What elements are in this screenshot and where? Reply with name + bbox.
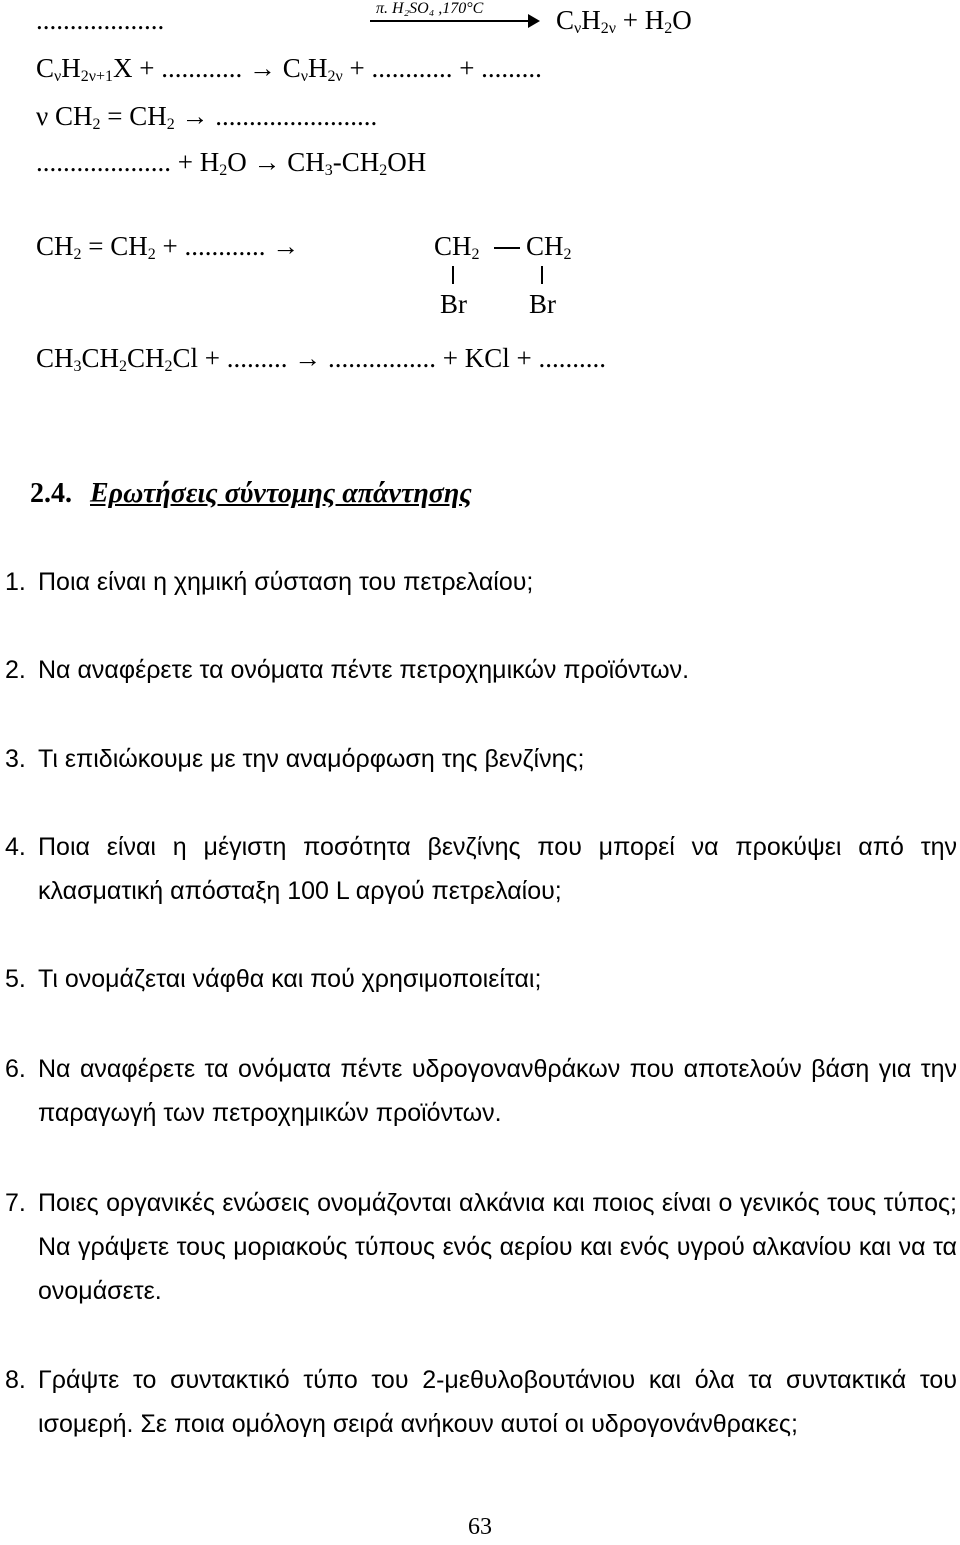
equation-5-product-right: $CH_2$ [526,231,572,263]
question-7 [5,1181,957,1313]
question-number: 5. [5,965,26,993]
equation-1-condition: π. H₂SO₄ ,170°C [376,0,484,17]
equation-6: $CH_3CH_2CH_2Cl$ + ......... → ................ + KCl + .......... [36,343,606,375]
question-number: 6. [5,1055,26,1083]
equation-5-bond [494,247,520,249]
question-text: Να αναφέρετε τα ονόματα πέντε πετροχημικών προϊόντων. [38,656,690,684]
equation-5-lhs: $CH_2 = CH_2$ + ............ → [36,231,300,263]
question-text: Ποια είναι η μέγιστη ποσότητα βενζίνης που μπορεί να προκύψει από την κλασματική απόσταξη 100 L αργού πετρελαίου; [38,833,957,905]
section-title: Ερωτήσεις σύντομης απάντησης [90,478,472,509]
question-number: 2. [5,656,26,684]
question-6 [5,1047,957,1135]
question-text: Γράψτε το συντακτικό τύπο του 2-μεθυλοβουτάνιου και όλα τα συντακτικά του ισομερή. Σε ποια ομόλογη σειρά ανήκουν αυτοί οι υδρογονάνθρακες; [38,1366,957,1438]
equation-1 [36,4,164,36]
question-text: Τι επιδιώκουμε με την αναμόρφωση της βενζίνης; [38,745,585,773]
question-number: 7. [5,1189,26,1217]
question-text: Ποιες οργανικές ενώσεις ονομάζονται αλκάνια και ποιος είναι ο γενικός τους τύπος; Να γράψετε τους μοριακούς τύπους ενός αερίου και ενός υγρού αλκανίου και να τα ονομάσετε. [38,1189,957,1305]
equation-5-br-left: Br [440,289,467,319]
equation-1-rhs: $C_\nu H_{2\nu} + H_2O$ [556,5,692,37]
equation-4: .................... + $H_2O \to CH_3-CH_2OH$ [36,147,427,179]
equation-1-arrow [370,20,538,22]
equation-5-br-right: Br [529,289,556,319]
question-text: Ποια είναι η χημική σύσταση του πετρελαίου; [38,568,534,596]
equation-5-bond-right [541,266,543,284]
question-number: 1. [5,568,26,596]
equation-5-bond-left [452,266,454,284]
question-text: Να αναφέρετε τα ονόματα πέντε υδρογονανθράκων που αποτελούν βάση για την παραγωγή των πετροχημικών προϊόντων. [38,1055,957,1127]
question-8 [5,1358,957,1446]
question-2 [5,648,957,692]
section-number: 2.4. [30,478,72,509]
equation-5-product-left: $CH_2$ [434,231,480,263]
question-number: 4. [5,833,26,861]
section-heading [30,478,472,510]
equation-2: $C_\nu H_{2\nu+1}X$ + ............ → $C_\nu H_{2\nu}$ + ............ + ......... [36,53,542,85]
equation-1-lhs: ................... [36,5,165,35]
equation-3: ν $CH_2 = CH_2$ → ........................ [36,101,378,133]
question-number: 3. [5,745,26,773]
page-number: 63 [468,1514,492,1540]
question-text: Τι ονομάζεται νάφθα και πού χρησιμοποιείται; [38,965,542,993]
question-4 [5,825,957,913]
question-1 [5,560,957,604]
question-number: 8. [5,1366,26,1394]
question-5 [5,957,957,1001]
question-3 [5,737,957,781]
